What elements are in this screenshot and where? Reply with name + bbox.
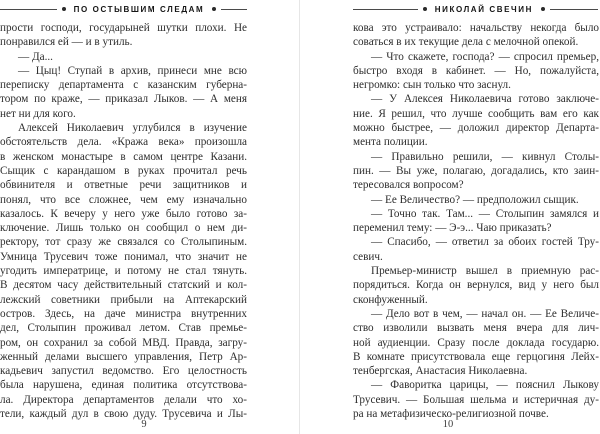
text-line: понравился ей — и в утиль.	[0, 36, 133, 49]
text-line: — Ее Величество? — предположил сыщик.	[371, 193, 579, 206]
right-page-text	[353, 21, 599, 421]
text-line: Премьер-министр вышел в приемную рас-	[371, 265, 599, 278]
left-page-number: 9	[141, 419, 147, 430]
text-line: В десятом часу действительный статский и кол-	[0, 279, 247, 292]
text-line: — Правильно решили, — кивнул Столы-	[371, 150, 599, 163]
header-bullet-icon	[212, 7, 216, 11]
text-line: кова это устраивало: начальству некогда было	[353, 22, 599, 34]
text-line: можно быстрее, — доложил директор Департа-	[353, 122, 599, 135]
text-line: ние. Я решил, что лучше сообщить вам его как	[353, 107, 599, 120]
header-rule-right	[550, 9, 598, 10]
header-rule-left	[353, 9, 418, 10]
text-line: быстро входя в кабинет. — Но, пожалуйста,	[353, 64, 599, 77]
text-line: — Точно так. Там... — Столыпин замялся и	[371, 207, 599, 220]
text-line: прости господи, государыней шутки плохи. Не	[0, 22, 247, 34]
text-line: нет ни для кого.	[0, 107, 76, 120]
text-line: порядиться. Когда он вернулся, вид у него был	[353, 279, 599, 292]
text-line: — Что скажете, господа? — спросил премьер,	[371, 50, 599, 63]
text-line: — У Алексея Николаевича готово заключе-	[371, 93, 599, 106]
book-title-header: ПО ОСТЫВШИМ СЛЕДАМ	[73, 4, 205, 14]
header-rule-left	[0, 9, 57, 10]
text-line: ректору, тот сразу же связался со Столыпиным.	[0, 236, 247, 249]
text-line: переписку департамента с казанским губерна-	[0, 79, 247, 92]
text-line: угодить императрице, и потому не стал тянуть.	[0, 265, 247, 278]
right-page-number: 10	[442, 419, 454, 430]
text-line: остров. Здесь, на даче министра внутренних	[0, 307, 247, 320]
text-line: кадьевич запустил ведомство. Его целостность	[0, 365, 247, 378]
text-line: ром, он сохранил за собой МВД. Правда, загру-	[0, 336, 247, 349]
text-line: была нарушена, единая политика отсутствова-	[0, 379, 247, 392]
text-line: Умница Трусевич тоже понимал, что значит не	[0, 250, 247, 263]
author-name-header: НИКОЛАЙ СВЕЧИН	[434, 4, 534, 14]
text-line: ство изволили вызвать меня вчера для лич-	[353, 322, 599, 335]
text-line: сконфуженный.	[353, 293, 428, 306]
header-bullet-icon	[423, 7, 427, 11]
text-line: Трусевич. — Большая шельма и истеричная ду-	[353, 393, 599, 406]
text-line: — Да...	[18, 50, 53, 63]
text-line: — Дело вот в чем, — начал он. — Ее Величе-	[371, 307, 599, 320]
text-line: соваться в их текущие дела с мелочной опекой.	[353, 36, 579, 49]
text-line: — Спасибо, — ответил за обоих гостей Тру-	[371, 236, 599, 249]
text-line: тели, каждый дул в свою дуду. Трусевича и Лы-	[0, 408, 247, 421]
text-line: в женском монастыре в самом центре Казани.	[0, 150, 247, 163]
text-line: ра на метафизическо-религиозной почве.	[353, 408, 549, 421]
right-page	[300, 0, 600, 434]
text-line: лежский советники прибыли на Аптекарский	[0, 293, 247, 306]
text-line: женный делами высшего управления, Петр Ар-	[0, 350, 247, 363]
left-page	[0, 0, 299, 434]
text-line: ла. Директора департаментов делали что хо-	[0, 393, 247, 406]
text-line: переменил тему: — Э-э... Чаю приказать?	[353, 222, 552, 235]
text-line: Сыщик с карандашом в руках прочитал речь	[0, 164, 247, 177]
text-line: ной аудиенции. Сразу после доклада государю.	[353, 336, 599, 349]
text-line: негромко: сын только что заснул.	[353, 79, 511, 92]
text-line: мента полиции.	[353, 136, 428, 149]
header-bullet-icon	[541, 7, 545, 11]
text-line: В комнате присутствовала еще герцогиня Лейх-	[353, 350, 599, 363]
text-line: дел, Столыпин проживал летом. Став премье-	[0, 322, 247, 335]
text-line: — Фаворитка царицы, — пояснил Лыкову	[371, 379, 599, 392]
text-line: тересовался вопросом?	[353, 179, 464, 192]
text-line: тором по краже, — приказал Лыков. — А меня	[0, 93, 247, 106]
text-line: тенбергская, Анастасия Николаевна.	[353, 365, 528, 378]
text-line: пин. — Вы уже, полагаю, догадались, кто заин-	[353, 164, 599, 177]
text-line: казалось. К вечеру у него уже было готово за-	[0, 207, 247, 220]
left-running-head	[0, 3, 247, 15]
text-line: — Цыц! Ступай в архив, принеси мне всю	[18, 64, 247, 77]
text-line: обвинителя и ответные речи защитников и	[0, 179, 247, 192]
left-page-text	[0, 21, 247, 421]
text-line: Алексей Николаевич углубился в изучение	[18, 122, 247, 135]
text-line: ключение. Лишь только он сообщил о нем ди-	[0, 222, 247, 235]
text-line: понял, что все сложнее, чем ему изначально	[0, 193, 247, 206]
header-bullet-icon	[62, 7, 66, 11]
header-rule-right	[221, 9, 247, 10]
text-line: обстоятельств дела. «Кража века» произошла	[0, 136, 247, 149]
text-line: севич.	[353, 250, 383, 263]
right-running-head	[353, 3, 598, 15]
